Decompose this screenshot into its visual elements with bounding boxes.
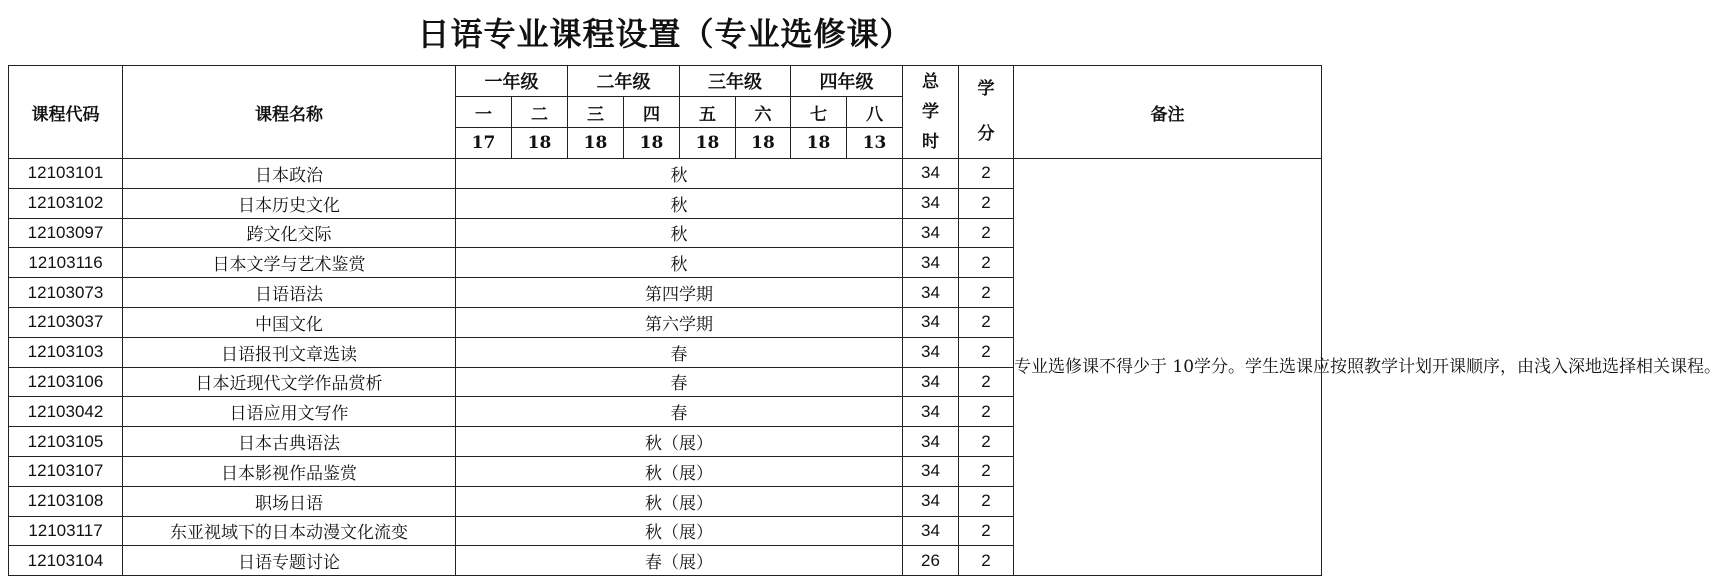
course-hours-cell: 34 bbox=[903, 456, 959, 486]
course-code-cell: 12103102 bbox=[9, 188, 123, 218]
course-code-cell: 12103106 bbox=[9, 367, 123, 397]
header-semester: 七 bbox=[791, 97, 847, 128]
course-term-cell: 第六学期 bbox=[456, 307, 903, 337]
table-row bbox=[9, 159, 1322, 189]
course-credit-cell: 2 bbox=[959, 278, 1014, 308]
header-weeks: 17 bbox=[456, 128, 512, 159]
course-hours-cell: 34 bbox=[903, 278, 959, 308]
course-credit-cell: 2 bbox=[959, 307, 1014, 337]
course-credit-cell: 2 bbox=[959, 427, 1014, 457]
page-title: 日语专业课程设置（专业选修课） bbox=[417, 15, 913, 53]
course-code-cell: 12103116 bbox=[9, 248, 123, 278]
header-weeks: 18 bbox=[736, 128, 791, 159]
course-term-cell: 春 bbox=[456, 367, 903, 397]
course-term-cell: 第四学期 bbox=[456, 278, 903, 308]
course-hours-cell: 34 bbox=[903, 248, 959, 278]
course-credit-cell: 2 bbox=[959, 456, 1014, 486]
course-name-cell: 职场日语 bbox=[123, 486, 456, 516]
course-term-cell: 春 bbox=[456, 397, 903, 427]
header-weeks: 18 bbox=[624, 128, 680, 159]
course-credit-cell: 2 bbox=[959, 367, 1014, 397]
course-term-cell: 秋（展） bbox=[456, 516, 903, 546]
course-name-cell: 日本近现代文学作品赏析 bbox=[123, 367, 456, 397]
course-credit-cell: 2 bbox=[959, 337, 1014, 367]
course-term-cell: 秋（展） bbox=[456, 456, 903, 486]
course-hours-cell: 34 bbox=[903, 367, 959, 397]
header-year-1: 一年级 bbox=[456, 66, 568, 97]
header-weeks: 18 bbox=[512, 128, 568, 159]
course-credit-cell: 2 bbox=[959, 188, 1014, 218]
course-hours-cell: 34 bbox=[903, 427, 959, 457]
course-code-cell: 12103107 bbox=[9, 456, 123, 486]
header-course-name: 课程名称 bbox=[123, 66, 456, 159]
course-name-cell: 东亚视域下的日本动漫文化流变 bbox=[123, 516, 456, 546]
header-total-hours-char-2: 学 bbox=[922, 102, 939, 122]
course-term-cell: 春（展） bbox=[456, 546, 903, 576]
course-code-cell: 12103103 bbox=[9, 337, 123, 367]
header-credit-char-2: 分 bbox=[977, 124, 995, 144]
header-semester: 六 bbox=[736, 97, 791, 128]
course-term-cell: 秋（展） bbox=[456, 427, 903, 457]
course-hours-cell: 34 bbox=[903, 307, 959, 337]
header-total-hours-char-1: 总 bbox=[922, 72, 939, 92]
header-credit bbox=[959, 66, 1014, 159]
course-credit-cell: 2 bbox=[959, 486, 1014, 516]
course-hours-cell: 34 bbox=[903, 516, 959, 546]
course-credit-cell: 2 bbox=[959, 159, 1014, 189]
remark-cell: 专业选修课不得少于 10学分。学生选课应按照教学计划开课顺序，由浅入深地选择相关课程。 bbox=[1014, 159, 1322, 576]
course-name-cell: 跨文化交际 bbox=[123, 218, 456, 248]
course-hours-cell: 34 bbox=[903, 188, 959, 218]
course-code-cell: 12103097 bbox=[9, 218, 123, 248]
header-weeks: 18 bbox=[791, 128, 847, 159]
course-term-cell: 秋 bbox=[456, 248, 903, 278]
course-code-cell: 12103042 bbox=[9, 397, 123, 427]
header-year-3: 三年级 bbox=[680, 66, 791, 97]
course-credit-cell: 2 bbox=[959, 516, 1014, 546]
header-total-hours-char-3: 时 bbox=[922, 132, 939, 152]
course-code-cell: 12103108 bbox=[9, 486, 123, 516]
course-credit-cell: 2 bbox=[959, 248, 1014, 278]
header-semester: 五 bbox=[680, 97, 736, 128]
header-semester: 八 bbox=[847, 97, 903, 128]
course-term-cell: 春 bbox=[456, 337, 903, 367]
course-name-cell: 中国文化 bbox=[123, 307, 456, 337]
course-hours-cell: 34 bbox=[903, 337, 959, 367]
course-hours-cell: 34 bbox=[903, 159, 959, 189]
course-term-cell: 秋 bbox=[456, 188, 903, 218]
header-weeks: 13 bbox=[847, 128, 903, 159]
course-code-cell: 12103037 bbox=[9, 307, 123, 337]
course-credit-cell: 2 bbox=[959, 546, 1014, 576]
course-code-cell: 12103101 bbox=[9, 159, 123, 189]
course-name-cell: 日本文学与艺术鉴赏 bbox=[123, 248, 456, 278]
header-year-2: 二年级 bbox=[568, 66, 680, 97]
course-table bbox=[8, 65, 1721, 576]
course-table-body bbox=[9, 159, 1721, 576]
header-course-code: 课程代码 bbox=[9, 66, 123, 159]
course-name-cell: 日本政治 bbox=[123, 159, 456, 189]
course-name-cell: 日本影视作品鉴赏 bbox=[123, 456, 456, 486]
course-term-cell: 秋（展） bbox=[456, 486, 903, 516]
header-remark: 备注 bbox=[1014, 66, 1322, 159]
header-year-4: 四年级 bbox=[791, 66, 903, 97]
course-name-cell: 日本历史文化 bbox=[123, 188, 456, 218]
course-code-cell: 12103073 bbox=[9, 278, 123, 308]
course-code-cell: 12103104 bbox=[9, 546, 123, 576]
header-weeks: 18 bbox=[568, 128, 624, 159]
course-hours-cell: 34 bbox=[903, 218, 959, 248]
header-semester: 四 bbox=[624, 97, 680, 128]
course-credit-cell: 2 bbox=[959, 397, 1014, 427]
course-code-cell: 12103117 bbox=[9, 516, 123, 546]
course-code-cell: 12103105 bbox=[9, 427, 123, 457]
course-name-cell: 日语报刊文章选读 bbox=[123, 337, 456, 367]
course-hours-cell: 26 bbox=[903, 546, 959, 576]
course-name-cell: 日语应用文写作 bbox=[123, 397, 456, 427]
course-name-cell: 日本古典语法 bbox=[123, 427, 456, 457]
header-semester: 一 bbox=[456, 97, 512, 128]
course-hours-cell: 34 bbox=[903, 397, 959, 427]
header-total-hours bbox=[903, 66, 959, 159]
course-name-cell: 日语语法 bbox=[123, 278, 456, 308]
header-semester: 三 bbox=[568, 97, 624, 128]
course-hours-cell: 34 bbox=[903, 486, 959, 516]
header-semester: 二 bbox=[512, 97, 568, 128]
course-term-cell: 秋 bbox=[456, 218, 903, 248]
header-weeks: 18 bbox=[680, 128, 736, 159]
course-credit-cell: 2 bbox=[959, 218, 1014, 248]
course-name-cell: 日语专题讨论 bbox=[123, 546, 456, 576]
header-credit-char-1: 学 bbox=[977, 79, 995, 99]
course-term-cell: 秋 bbox=[456, 159, 903, 189]
